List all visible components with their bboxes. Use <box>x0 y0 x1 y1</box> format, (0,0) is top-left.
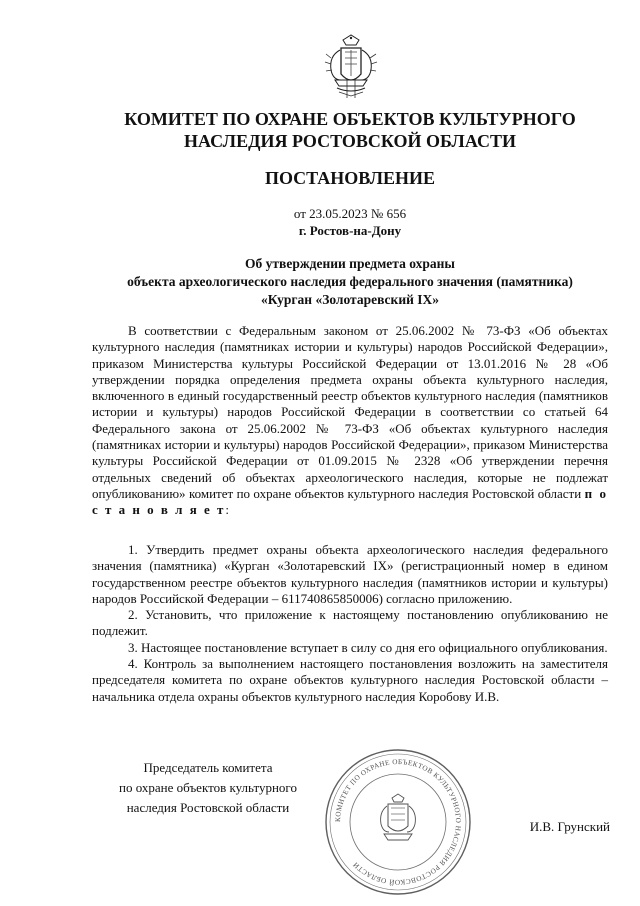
document-subject <box>90 255 610 309</box>
organization-name <box>90 108 610 152</box>
preamble-colon: : <box>225 502 230 518</box>
city: г. Ростов-на-Дону <box>298 223 402 238</box>
seal-emblem-icon <box>381 794 416 840</box>
list-item: 4. Контроль за выполнением настоящего постановления возложить на заместителя председателя комитета по охране объектов культурного наследия Ростовской области – начальника отдела охраны объектов культурного наследия Коробову И.В. <box>92 656 608 704</box>
org-line-2: НАСЛЕДИЯ РОСТОВСКОЙ ОБЛАСТИ <box>184 131 516 151</box>
list-item: 3. Настоящее постановление вступает в силу со дня его официального опубликования. <box>128 639 608 655</box>
subject-line-3: «Курган «Золотаревский IX» <box>260 292 440 307</box>
document-type: ПОСТАНОВЛЕНИЕ <box>264 168 436 188</box>
preamble-text: В соответствии с Федеральным законом от 25.06.2002 № 73-ФЗ «Об объектах культурного наследия (памятниках истории и культуры) народов Российской Федерации», приказом Министерства культуры Российской Федерации от 13.01.2016 № 28 «Об утверждении порядка определения предмета охраны объекта культурного наследия, включенного в единый государственный реестр объектов культурного наследия (памятников истории и культуры) народов Российской Федерации в соответствии со статьей 64 Федерального закона от 25.06.2002 № 73-ФЗ «Об объектах культурного наследия (памятниках истории и культуры) народов Российской Федерации», приказом Министерства культуры Российской Федерации от 01.09.2015 № 2328 «Об утверждении перечня отдельных сведений об объектах археологического наследия, которые не подлежат опубликованию» комитет по охране объектов культурного наследия Ростовской области <box>92 323 608 501</box>
seal-text: КОМИТЕТ ПО ОХРАНЕ ОБЪЕКТОВ КУЛЬТУРНОГО НАСЛЕДИЯ РОСТОВСКОЙ ОБЛАСТИ <box>333 757 463 887</box>
list-item: 2. Установить, что приложение к настоящему постановлению опубликованию не подлежит. <box>92 607 608 639</box>
org-line-1: КОМИТЕТ ПО ОХРАНЕ ОБЪЕКТОВ КУЛЬТУРНОГО <box>124 109 576 129</box>
subject-line-1: Об утверждении предмета охраны <box>245 256 455 271</box>
preamble-paragraph <box>92 323 608 519</box>
list-item: 1. Утвердить предмет охраны объекта археологического наследия федерального значения (памятника) «Курган «Золотаревский IX» (регистрационный номер в едином государственном реестре объектов культурного наследия (памятников истории и культуры) народов Российской Федерации – 611740865850006) согласно приложению. <box>92 542 608 606</box>
preamble <box>92 323 608 519</box>
subject-line-2: объекта археологического наследия федерального значения (памятника) <box>127 274 573 289</box>
date-number: от 23.05.2023 № 656 <box>293 206 407 221</box>
official-seal-stamp <box>322 746 474 898</box>
resolution-items <box>92 542 608 705</box>
coat-of-arms-icon <box>323 34 379 100</box>
signatory-position <box>90 758 326 818</box>
decree-word: п о с т а н о в л я е т <box>92 485 608 518</box>
position-line-3: наследия Ростовской области <box>126 800 290 815</box>
position-line-2: по охране объектов культурного <box>119 780 297 795</box>
position-line-1: Председатель комитета <box>143 760 273 775</box>
signatory-name: И.В. Грунский <box>529 819 610 834</box>
